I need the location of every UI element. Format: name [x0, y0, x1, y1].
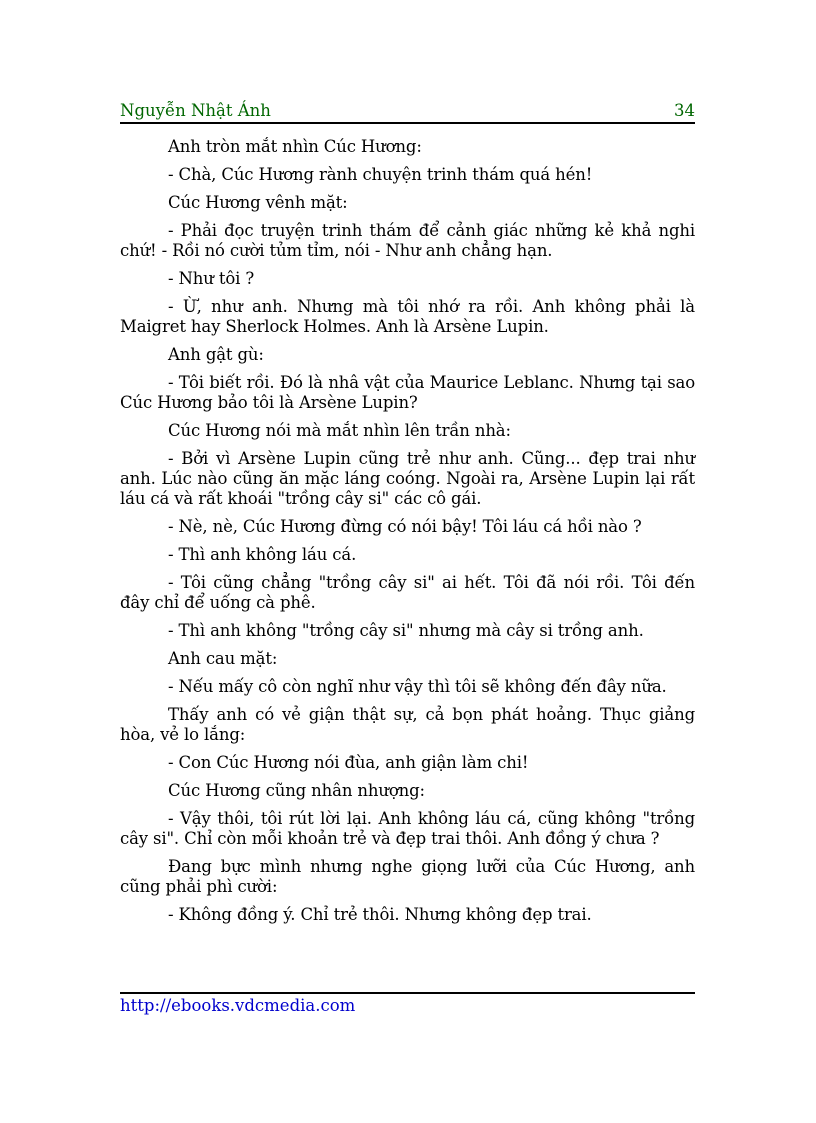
- footer-divider: [120, 992, 695, 994]
- paragraph: Đang bực mình nhưng nghe giọng lưỡi của Cúc Hương, anh cũng phải phì cười:: [120, 857, 695, 896]
- paragraph: - Phải đọc truyện trinh thám để cảnh giác những kẻ khả nghi chứ! - Rồi nó cười tủm tỉm, nói - Như anh chẳng hạn.: [120, 221, 695, 260]
- paragraph: Anh tròn mắt nhìn Cúc Hương:: [168, 137, 422, 156]
- paragraph: Cúc Hương nói mà mắt nhìn lên trần nhà:: [168, 421, 511, 440]
- paragraph: - Không đồng ý. Chỉ trẻ thôi. Nhưng không đẹp trai.: [168, 905, 592, 924]
- paragraph: Anh gật gù:: [168, 345, 264, 364]
- paragraph: - Nếu mấy cô còn nghĩ như vậy thì tôi sẽ không đến đây nữa.: [168, 677, 667, 696]
- paragraph: Thấy anh có vẻ giận thật sự, cả bọn phát hoảng. Thục giảng hòa, vẻ lo lắng:: [120, 705, 695, 744]
- author-name: Nguyễn Nhật Ánh: [120, 101, 271, 120]
- paragraph: - Như tôi ?: [168, 269, 255, 288]
- paragraph: Cúc Hương vênh mặt:: [168, 193, 348, 212]
- footer-website-link[interactable]: http://ebooks.vdcmedia.com: [120, 996, 356, 1015]
- paragraph: Anh cau mặt:: [168, 649, 278, 668]
- paragraph: - Ừ, như anh. Nhưng mà tôi nhớ ra rồi. Anh không phải là Maigret hay Sherlock Holmes. Anh là Arsène Lupin.: [120, 297, 695, 336]
- paragraph: - Tôi cũng chẳng "trồng cây si" ai hết. Tôi đã nói rồi. Tôi đến đây chỉ để uống cà phê.: [120, 573, 695, 612]
- paragraph: - Vậy thôi, tôi rút lời lại. Anh không láu cá, cũng không "trồng cây si". Chỉ còn mỗi khoản trẻ và đẹp trai thôi. Anh đồng ý chưa ?: [120, 809, 695, 848]
- page-number: 34: [674, 101, 695, 120]
- paragraph: Cúc Hương cũng nhân nhượng:: [168, 781, 425, 800]
- paragraph: - Thì anh không "trồng cây si" nhưng mà cây si trồng anh.: [168, 621, 644, 640]
- paragraph: - Thì anh không láu cá.: [168, 545, 357, 564]
- story-text: [120, 137, 695, 933]
- paragraph: - Tôi biết rồi. Đó là nhâ vật của Maurice Leblanc. Nhưng tại sao Cúc Hương bảo tôi là Arsène Lupin?: [120, 373, 695, 412]
- paragraph: - Con Cúc Hương nói đùa, anh giận làm chi!: [168, 753, 529, 772]
- paragraph: - Chà, Cúc Hương rành chuyện trinh thám quá hén!: [168, 165, 593, 184]
- paragraph: - Nè, nè, Cúc Hương đừng có nói bậy! Tôi láu cá hồi nào ?: [168, 517, 642, 536]
- paragraph: - Bởi vì Arsène Lupin cũng trẻ như anh. Cũng... đẹp trai như anh. Lúc nào cũng ăn mặc láng coóng. Ngoài ra, Arsène Lupin lại rất láu cá và rất khoái "trồng cây si" các cô gái.: [120, 449, 695, 508]
- page-header: [120, 100, 695, 124]
